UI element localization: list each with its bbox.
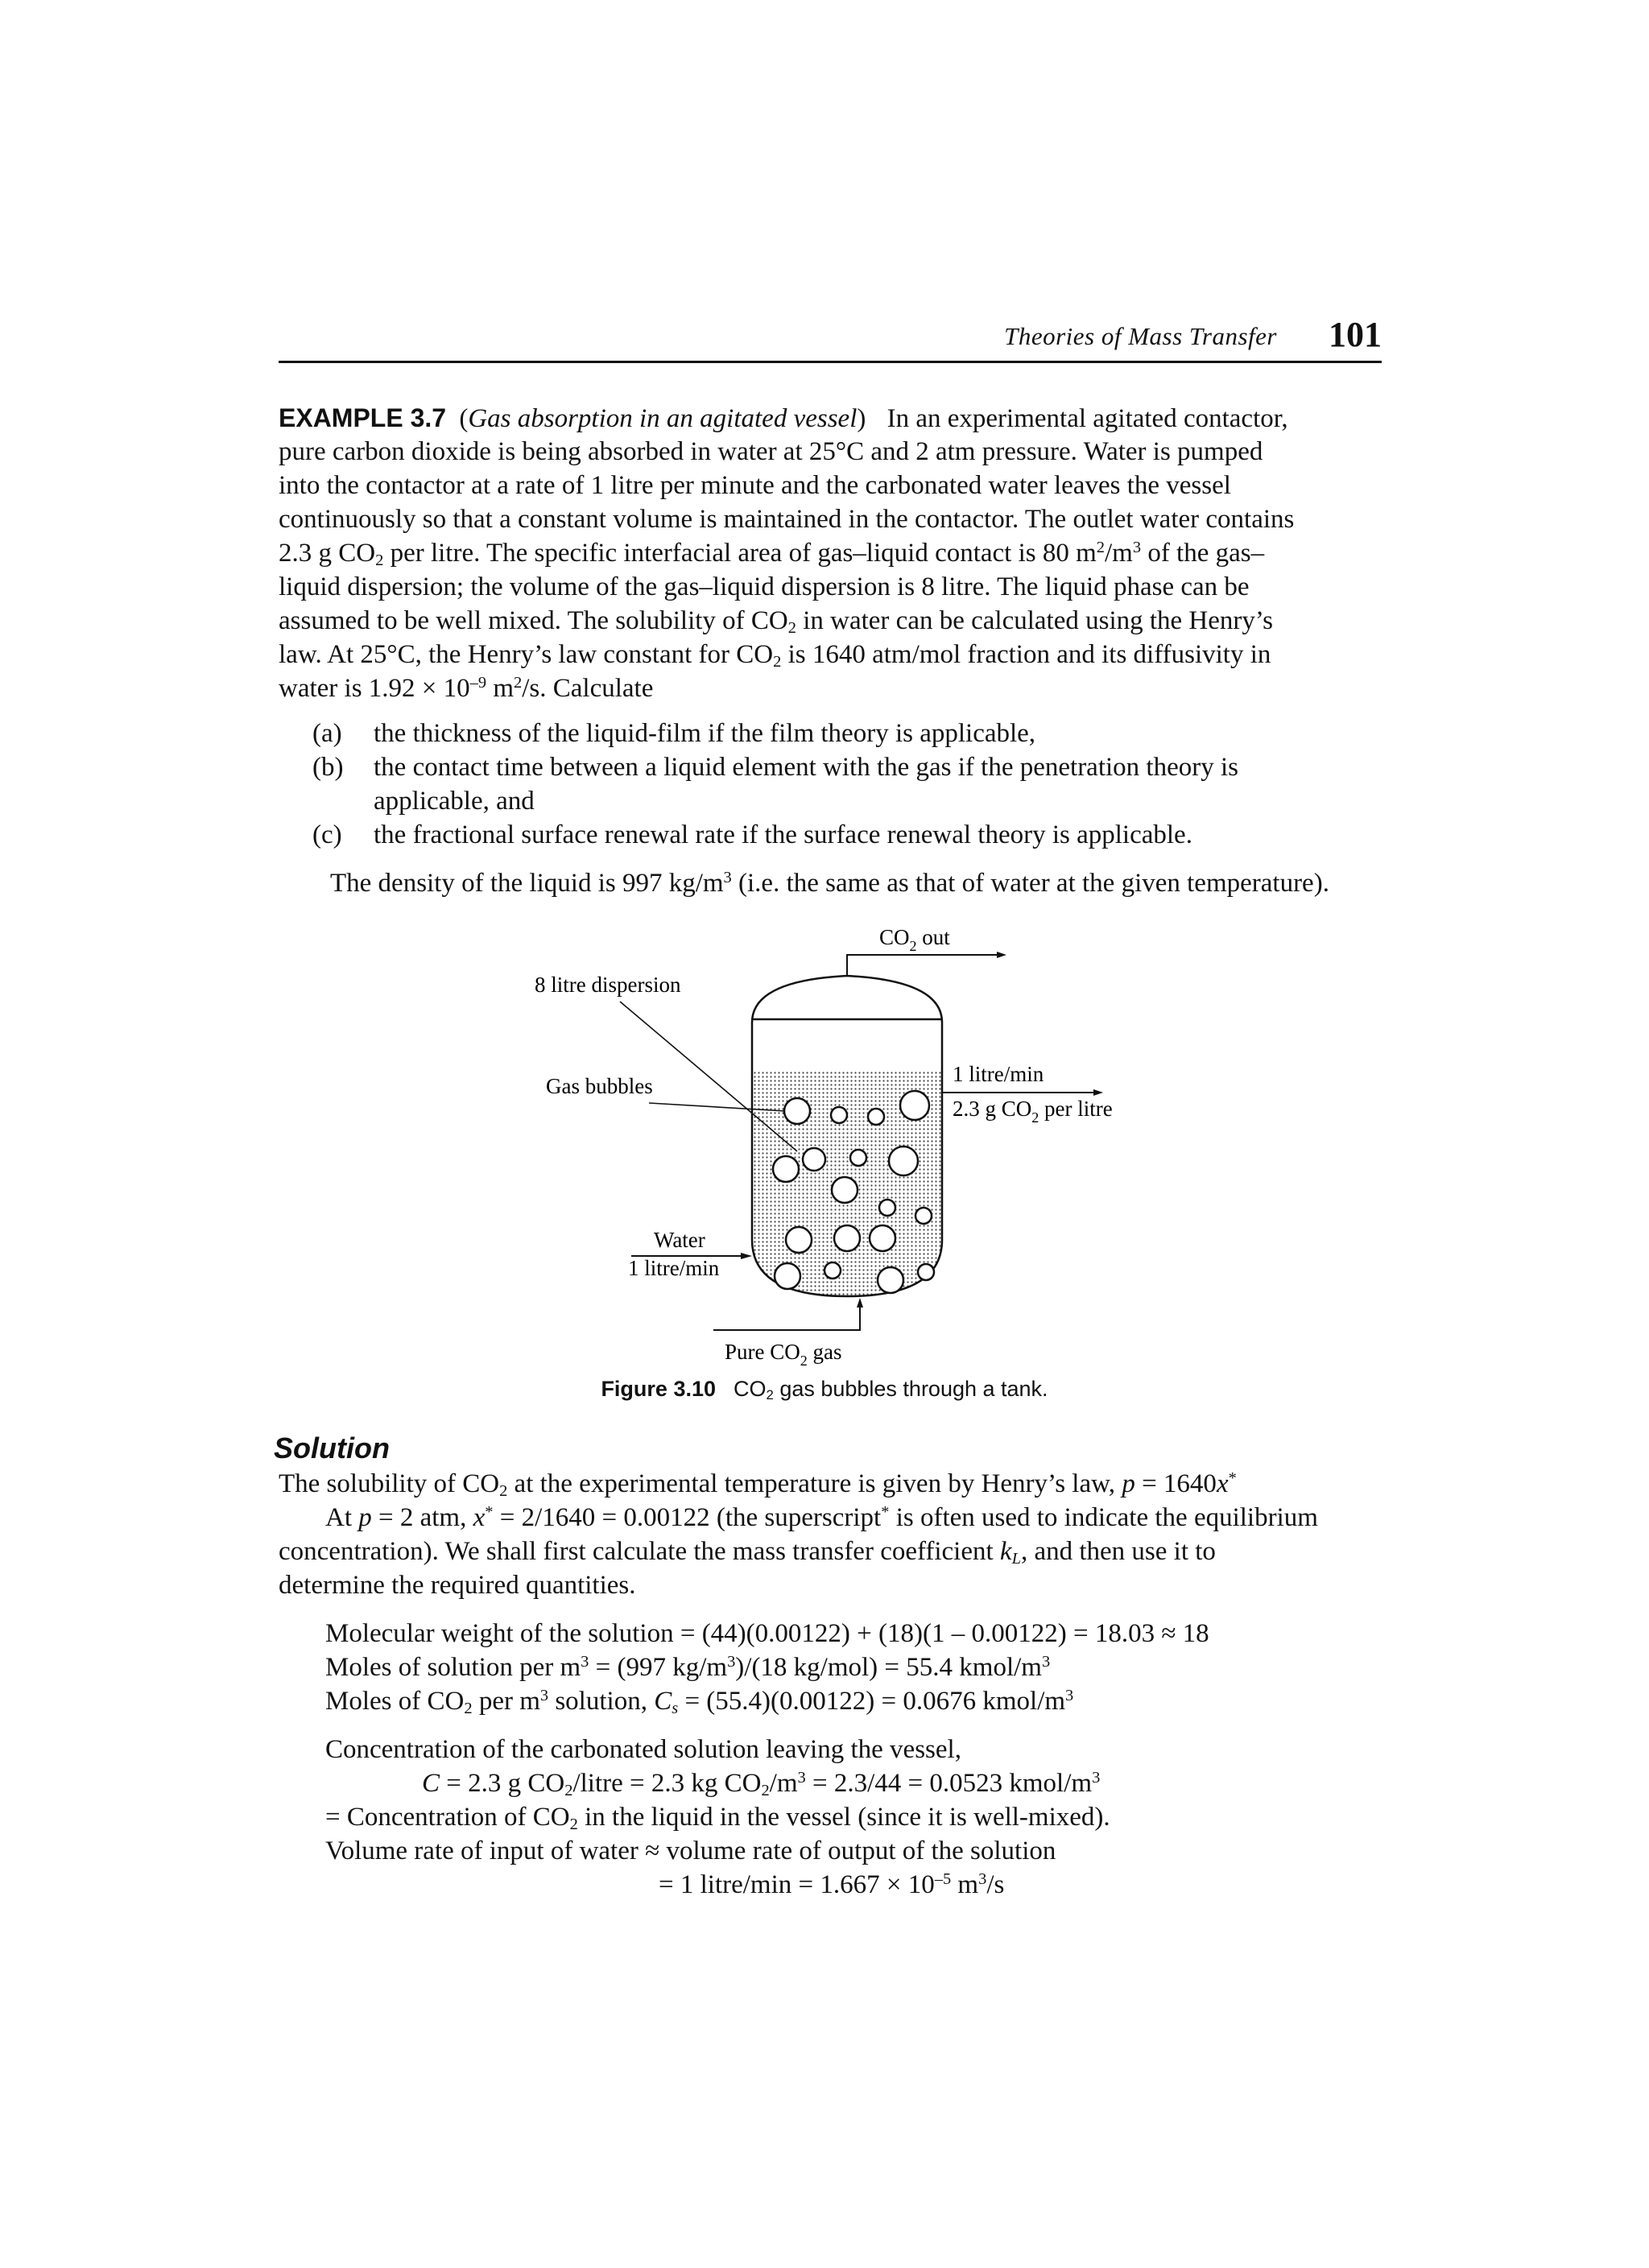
example-line-3: into the contactor at a rate of 1 litre per minute and the carbonated water leaves the vessel [279, 471, 1231, 500]
example-line-6: liquid dispersion; the volume of the gas–liquid dispersion is 8 litre. The liquid phase can be [279, 572, 1250, 601]
example-label: EXAMPLE 3.7 [279, 403, 447, 432]
eq-volume-rate: Volume rate of input of water ≈ volume rate of output of the solution [325, 1836, 1056, 1865]
co2-inlet-arrow [857, 1298, 863, 1308]
solution-line-1: The solubility of $CO_2$ at the experimental temperature is given by Henry’s law, p = 1640x* [279, 1469, 1237, 1501]
water-inlet-arrow [741, 1253, 752, 1259]
page-number: 101 [1329, 315, 1382, 354]
eq-moles-co2: Moles of $CO_2$ per $m^3$ solution, $C_s = (55.4)(0.00122) = 0.0676$ kmol/$m^3$ [325, 1686, 1074, 1718]
example-line-4: continuously so that a constant volume is maintained in the contactor. The outlet water contains [279, 505, 1295, 534]
figure-caption: Figure 3.10 $CO_2$ gas bubbles through a tank. [601, 1377, 1048, 1403]
example-title: Gas absorption in an agitated vessel [468, 404, 858, 433]
solution-line-3: concentration). We shall first calculate the mass transfer coefficient $k_L$, and then use it to [279, 1537, 1216, 1568]
co2-out-pipe [847, 955, 997, 976]
label-pure-co2: Pure $CO_2$ gas [725, 1340, 842, 1369]
running-title: Theories of Mass Transfer [1004, 322, 1277, 350]
example-line-9: water is $1.92 \times 10^{-9}$ $m^2/s$. Calculate [279, 673, 654, 703]
label-dispersion: 8 litre dispersion [535, 973, 681, 997]
co2-out-arrow [997, 952, 1006, 958]
example-line-7: assumed to be well mixed. The solubility of $CO_2$ in water can be calculated using the Henry’s [279, 606, 1273, 638]
eq-concentration-equals: = Concentration of $CO_2$ in the liquid in the vessel (since it is well-mixed). [325, 1803, 1110, 1834]
co2-inlet-pipe [713, 1306, 860, 1330]
label-flow-out-conc: 2.3 g $CO_2$ per litre [953, 1097, 1113, 1126]
example-line-1: EXAMPLE 3.7 (Gas absorption in an agitated vessel) In an experimental agitated contactor, [279, 403, 1288, 433]
density-line: The density of the liquid is 997 $kg/m^3$ (i.e. the same as that of water at the given temperature). [330, 868, 1329, 898]
liquid-outlet-arrow [1093, 1089, 1103, 1096]
solution-line-4: determine the required quantities. [279, 1571, 636, 1600]
eq-concentration-intro: Concentration of the carbonated solution leaving the vessel, [325, 1735, 961, 1764]
label-flow-out-rate: 1 litre/min [953, 1062, 1044, 1086]
figure-label: Figure 3.10 [601, 1377, 716, 1401]
example-line-5: 2.3 g $CO_2$ per litre. The specific interfacial area of gas–liquid contact is 80 $m^2/m^3$ of the gas– [279, 538, 1265, 570]
co2-absorber-diagram [499, 910, 1159, 1369]
example-line-8: law. At 25°C, the Henry’s law constant for $CO_2$ is 1640 atm/mol fraction and its diffusivity in [279, 640, 1271, 671]
label-gas-bubbles: Gas bubbles [546, 1074, 653, 1098]
solution-heading: Solution [274, 1431, 390, 1464]
eq-moles-solution: Moles of solution per $m^3 = (997$ $kg/m^3)/(18$ kg/mol) = 55.4 kmol/$m^3$ [325, 1652, 1051, 1682]
eq-concentration-value: C = 2.3 g $CO_2$/litre = 2.3 kg $CO_2/m^3 = 2.3/44 = 0.0523$ kmol/$m^3$ [422, 1768, 1101, 1800]
label-water-rate: 1 litre/min [628, 1256, 720, 1280]
label-co2-out: $CO_2$ out [879, 925, 950, 954]
solution-line-2: At p = 2 atm, x* = 2/1640 = 0.00122 (the superscript* is often used to indicate the equilibrium [325, 1502, 1318, 1532]
eq-molecular-weight: Molecular weight of the solution = (44)(0.00122) + (18)(1 – 0.00122) = 18.03 ≈ 18 [325, 1619, 1209, 1648]
label-water: Water [654, 1228, 705, 1252]
eq-volume-value: = 1 litre/min = $1.667 \times 10^{-5}$ $m^3/s$ [659, 1869, 1005, 1899]
example-line-2: pure carbon dioxide is being absorbed in water at 25°C and 2 atm pressure. Water is pumped [279, 437, 1263, 466]
running-header [279, 315, 1382, 363]
